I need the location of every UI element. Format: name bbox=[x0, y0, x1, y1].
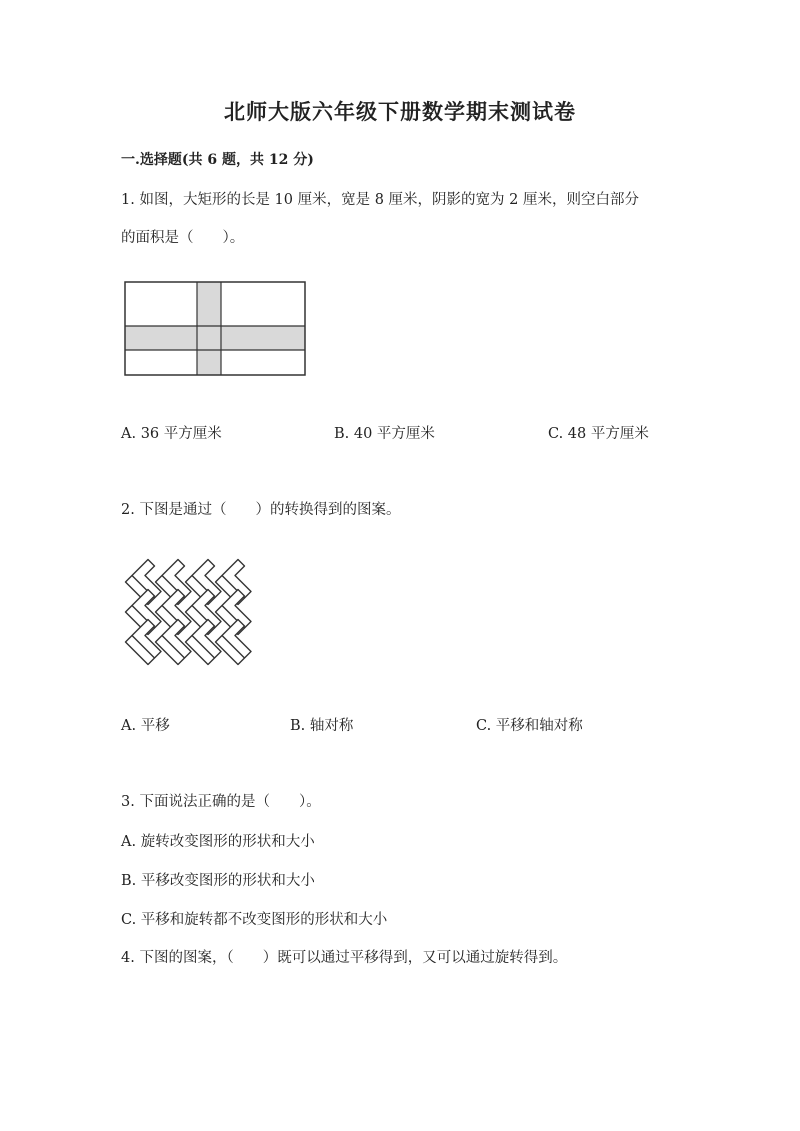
question-1-option-c[interactable]: C. 48 平方厘米 bbox=[548, 426, 649, 442]
question-1-option-a[interactable]: A. 36 平方厘米 bbox=[121, 426, 222, 442]
question-2-text: 2. 下图是通过（ ）的转换得到的图案。 bbox=[121, 502, 401, 518]
question-1-line-1: 1. 如图，大矩形的长是 10 厘米，宽是 8 厘米，阴影的宽为 2 厘米，则空白部分 bbox=[121, 192, 639, 208]
page-title: 北师大版六年级下册数学期末测试卷 bbox=[224, 99, 576, 124]
question-2-option-b[interactable]: B. 轴对称 bbox=[290, 718, 354, 734]
tile-pattern-figure bbox=[118, 548, 268, 674]
question-3-option-b[interactable]: B. 平移改变图形的形状和大小 bbox=[121, 873, 315, 889]
question-3-option-c[interactable]: C. 平移和旋转都不改变图形的形状和大小 bbox=[121, 912, 388, 928]
question-2-option-c[interactable]: C. 平移和轴对称 bbox=[476, 718, 583, 734]
question-1-line-2: 的面积是（ ）。 bbox=[121, 230, 245, 246]
shaded-horizontal-strip bbox=[125, 326, 305, 350]
rectangle-figure bbox=[118, 276, 312, 380]
question-3-option-a[interactable]: A. 旋转改变图形的形状和大小 bbox=[121, 834, 315, 850]
question-4-text: 4. 下图的图案，（ ）既可以通过平移得到，又可以通过旋转得到。 bbox=[121, 950, 568, 966]
question-3-text: 3. 下面说法正确的是（ ）。 bbox=[121, 794, 321, 810]
question-1-option-b[interactable]: B. 40 平方厘米 bbox=[334, 426, 435, 442]
tile-row-3 bbox=[126, 620, 252, 665]
question-2-option-a[interactable]: A. 平移 bbox=[121, 718, 170, 734]
section-heading: 一.选择题(共 6 题，共 12 分) bbox=[121, 152, 314, 168]
